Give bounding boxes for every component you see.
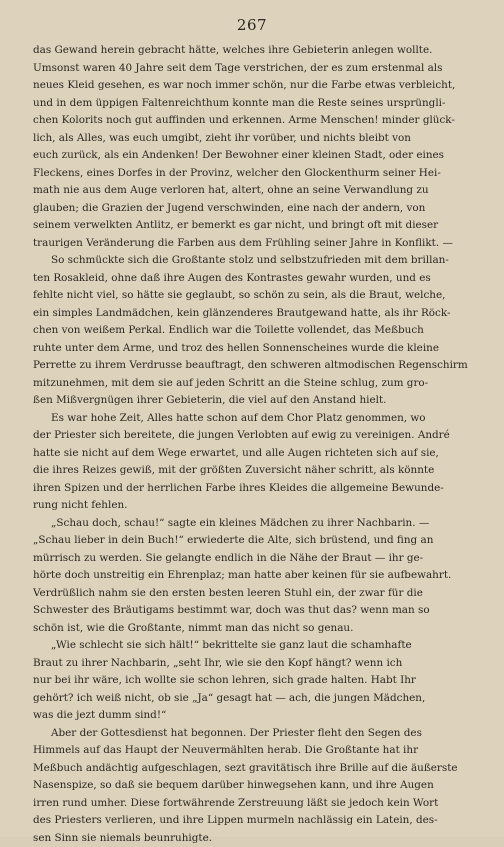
body-text [33,42,485,847]
text-line: Himmels auf das Haupt der Neuvermählten herab. Die Großtante hat ihr [33,742,485,760]
text-line: lich, als Alles, was euch umgibt, zieht ihr vorüber, und nichts bleibt von [33,130,485,148]
paragraph-start-line: „Wie schlecht sie sich hält!“ bekrittelte sie ganz laut die schamhafte [33,637,485,655]
text-line: und in dem üppigen Faltenreichthum konnte man die Reste seines ursprüngli- [33,95,485,113]
text-line: math nie aus dem Auge verloren hat, altert, ohne an seine Verwandlung zu [33,182,485,200]
text-line: sen Sinn sie niemals beunruhigte. [33,830,485,847]
paragraph-start-line: So schmückte sich die Großtante stolz und selbstzufrieden mit dem brillan- [33,252,485,270]
text-line: ruhte unter dem Arme, und troz des hellen Sonnenscheines wurde die kleine [33,340,485,358]
text-line: ein simples Landmädchen, kein glänzenderes Brautgewand hatte, als ihr Röck- [33,305,485,323]
text-line: neues Kleid gesehen, es war noch immer schön, nur die Farbe etwas verbleicht, [33,77,485,95]
text-line: rung nicht fehlen. [33,497,485,515]
text-line: was die jezt dumm sind!“ [33,707,485,725]
paragraph-start-line: „Schau doch, schau!“ sagte ein kleines Mädchen zu ihrer Nachbarin. — [33,515,485,533]
paragraph-start-line: Es war hohe Zeit, Alles hatte schon auf dem Chor Platz genommen, wo [33,410,485,428]
text-line: fehlte nicht viel, so hätte sie geglaubt, so schön zu sein, als die Braut, welche, [33,287,485,305]
text-line: des Priesters verlieren, und ihre Lippen murmeln nachlässig ein Latein, des- [33,812,485,830]
text-line: mürrisch zu werden. Sie gelangte endlich in die Nähe der Braut — ihr ge- [33,550,485,568]
text-line: ihren Spizen und der herrlichen Farbe ihres Kleides die allgemeine Bewunde- [33,480,485,498]
text-line: schön ist, wie die Großtante, nimmt man das nicht so genau. [33,620,485,638]
text-line: „Schau lieber in dein Buch!“ erwiederte die Alte, sich brüstend, und fing an [33,532,485,550]
text-line: Meßbuch andächtig aufgeschlagen, sezt gravitätisch ihre Brille auf die äußerste [33,760,485,778]
text-line: chen Kolorits noch gut auffinden und erkennen. Arme Menschen! minder glück- [33,112,485,130]
text-line: ten Rosakleid, ohne daß ihre Augen des Kontrastes gewahr wurden, und es [33,270,485,288]
page-number: 267 [0,16,504,34]
text-line: Perrette zu ihrem Verdrusse beauftragt, den schweren altmodischen Regenschirm [33,357,485,375]
paragraph-start-line: Aber der Gottesdienst hat begonnen. Der Priester fleht den Segen des [33,725,485,743]
text-line: Fleckens, eines Dorfes in der Provinz, welcher den Glockenthurm seiner Hei- [33,165,485,183]
text-line: Nasenspize, so daß sie bequem darüber hinwegsehen kann, und ihre Augen [33,777,485,795]
text-line: irren rund umher. Diese fortwährende Zerstreuung läßt sie jedoch kein Wort [33,795,485,813]
text-line: Schwester des Bräutigams bestimmt war, doch was thut das? wenn man so [33,602,485,620]
text-line: nur bei ihr wäre, ich wollte sie schon lehren, sich grade halten. Habt Ihr [33,672,485,690]
text-line: gehört? ich weiß nicht, ob sie „Ja“ gesagt hat — ach, die jungen Mädchen, [33,690,485,708]
text-line: mitzunehmen, mit dem sie auf jeden Schritt an die Steine schlug, zum gro- [33,375,485,393]
text-line: das Gewand herein gebracht hätte, welches ihre Gebieterin anlegen wollte. [33,42,485,60]
text-line: ßen Mißvergnügen ihrer Gebieterin, die viel auf den Anstand hielt. [33,392,485,410]
text-line: Braut zu ihrer Nachbarin, „seht Ihr, wie sie den Kopf hängt? wenn ich [33,655,485,673]
text-line: chen von weißem Perkal. Endlich war die Toilette vollendet, das Meßbuch [33,322,485,340]
text-line: Verdrüßlich nahm sie den ersten besten leeren Stuhl ein, der zwar für die [33,585,485,603]
text-line: traurigen Veränderung die Farben aus dem Frühling seiner Jahre in Konflikt. — [33,235,485,253]
text-line: hatte sie nicht auf dem Wege erwartet, und alle Augen richteten sich auf sie, [33,445,485,463]
text-line: Umsonst waren 40 Jahre seit dem Tage verstrichen, der es zum erstenmal als [33,60,485,78]
text-line: die ihres Reizes gewiß, mit der größten Zuversicht näher schritt, als könnte [33,462,485,480]
text-line: der Priester sich bereitete, die jungen Verlobten auf ewig zu vereinigen. André [33,427,485,445]
text-line: hörte doch unstreitig ein Ehrenplaz; man hatte aber keinen für sie aufbewahrt. [33,567,485,585]
text-line: glauben; die Grazien der Jugend verschwinden, eine nach der andern, von [33,200,485,218]
text-line: seinem verwelkten Antlitz, er bemerkt es gar nicht, und bringt oft mit dieser [33,217,485,235]
text-line: euch zurück, als ein Andenken! Der Bewohner einer kleinen Stadt, oder eines [33,147,485,165]
